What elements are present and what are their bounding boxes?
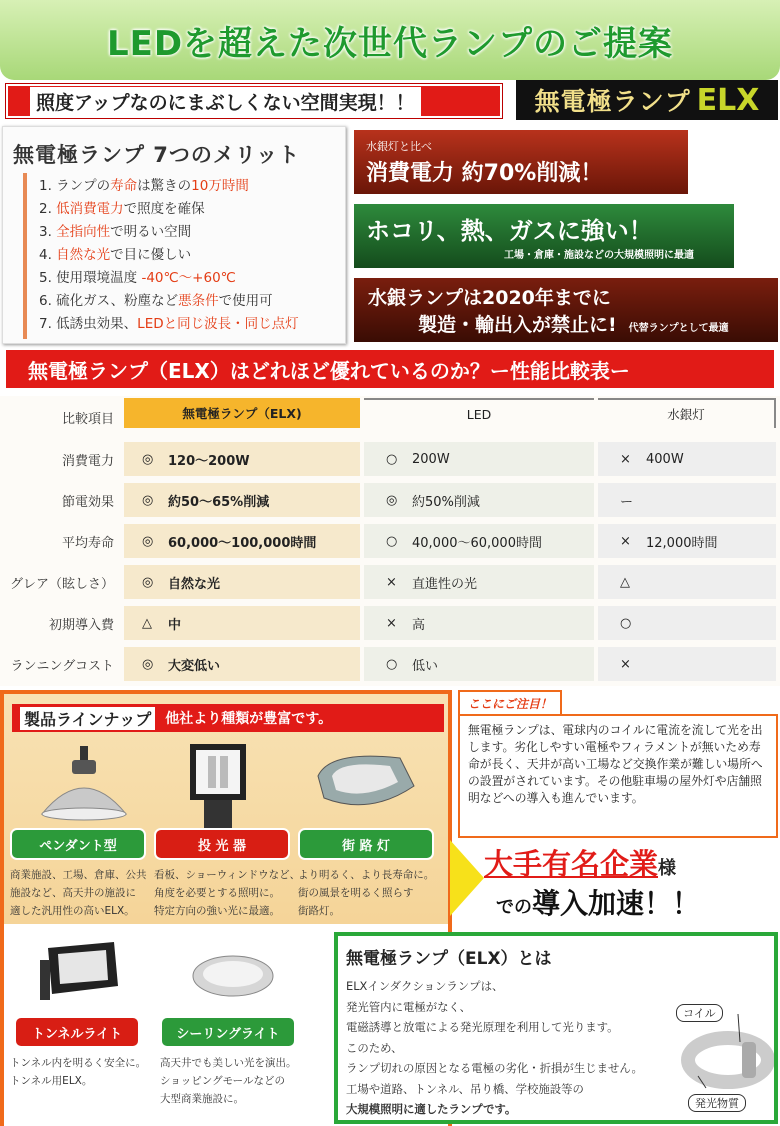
mercury-ban-line2: 製造・輸出入が禁止に! 代替ランプとして最適 — [418, 314, 729, 336]
label-coil: コイル — [676, 1004, 723, 1022]
table-cell: × — [598, 647, 776, 681]
table-cell: × 高 — [364, 606, 594, 640]
promo-line2: での導入加速！！ — [496, 887, 701, 920]
table-cell: ◎ 約50～65%削減 — [124, 483, 360, 517]
merit-item: 5. 使用環境温度 -40℃～+60℃ — [39, 270, 236, 286]
power-saving-note: 水銀灯と比べ — [366, 139, 432, 153]
table-cell: ○ 低い — [364, 647, 594, 681]
floodlight-icon — [184, 740, 254, 832]
table-cell: ◎ 60,000～100,000時間 — [124, 524, 360, 558]
ceiling-light-icon — [188, 946, 278, 1006]
yellow-arrow-icon — [450, 840, 484, 916]
table-cell: ○ 200W — [364, 442, 594, 476]
lineup-subtitle: 他社より種類が豊富です。 — [165, 711, 333, 727]
elx-text: ELXインダクションランプは、 発光管内に電極がなく、 電磁誘導と放電による発光原理を利用して光ります。 このため、 ランプ切れの原因となる電極の劣化・折損が生じません。 工場や道路、トンネル、吊り橋、学校施設等の 大規模照明に適したランプです。 — [346, 979, 643, 1116]
table-corner: 比較項目 — [61, 411, 114, 427]
elx-logo — [516, 80, 778, 120]
lineup-title-bar — [12, 704, 444, 732]
table-row-label: ランニングコスト — [10, 658, 114, 674]
product-desc-streetlight: より明るく、より長寿命に。 街の風景を明るく照らす 街路灯。 — [298, 869, 435, 917]
table-row-label: 節電効果 — [61, 494, 114, 510]
elx-title: 無電極ランプ（ELX）とは — [346, 949, 552, 969]
table-row-label: 平均寿命 — [61, 535, 114, 551]
page-title: LEDを超えた次世代ランプのご提案 — [106, 23, 674, 64]
table-row-label: グレア（眩しさ） — [9, 576, 114, 592]
table-cell: × 直進性の光 — [364, 565, 594, 599]
comparison-table — [0, 396, 780, 686]
column-header-elx: 無電極ランプ（ELX) — [124, 398, 360, 428]
merits-panel — [2, 126, 346, 344]
product-desc-ceiling: 高天井でも美しい光を演出。 ショッピングモールなどの 大型商業施設に。 — [160, 1057, 297, 1105]
product-desc-tunnel: トンネル内を明るく安全に。 トンネル用ELX。 — [10, 1057, 147, 1087]
column-header-mercury: 水銀灯 — [598, 398, 776, 428]
merit-item: 3. 全指向性で明るい空間 — [39, 224, 192, 240]
table-cell: △ — [598, 565, 776, 599]
merit-item: 7. 低誘虫効果、LEDと同じ波長・同じ点灯 — [39, 316, 299, 332]
attention-tag: ここにご注目！ — [458, 690, 562, 714]
product-label-streetlight: 街 路 灯 — [298, 828, 434, 860]
label-phosphor: 発光物質 — [688, 1094, 746, 1112]
tunnel-light-icon — [34, 938, 124, 1014]
merit-item: 4. 自然な光で目に優しい — [39, 247, 192, 263]
table-cell: ○ 40,000～60,000時間 — [364, 524, 594, 558]
durability-note: 工場・倉庫・施設などの大規模照明に最適 — [504, 250, 694, 261]
product-label-floodlight: 投 光 器 — [154, 828, 290, 860]
table-cell: × 12,000時間 — [598, 524, 776, 558]
table-row-label: 初期導入費 — [48, 617, 114, 633]
headline-text: 照度アップなのにまぶしくない空間実現！！ — [30, 87, 421, 116]
product-desc-floodlight: 看板、ショーウィンドウなど、 角度を必要とする照明に。 特定方向の強い光に最適。 — [154, 869, 301, 917]
lineup-title: 製品ラインナップ — [20, 707, 155, 730]
merit-item: 2. 低消費電力で照度を確保 — [39, 201, 205, 217]
table-cell: ◎ 大変低い — [124, 647, 360, 681]
power-saving-text: 消費電力 約70%削減！ — [366, 160, 603, 186]
streetlight-icon — [310, 746, 420, 822]
merits-title: 無電極ランプ 7つのメリット — [13, 143, 301, 167]
comparison-title: 無電極ランプ（ELX）はどれほど優れているのか？ー性能比較表ー — [28, 358, 630, 383]
logo-text: 無電極ランプ — [534, 87, 691, 116]
product-label-pendant: ペンダント型 — [10, 828, 146, 860]
merits-accent-bar — [23, 173, 27, 339]
merits-list — [39, 175, 299, 336]
table-cell: ◎ 120～200W — [124, 442, 360, 476]
table-cell: ー — [598, 483, 776, 517]
mercury-ban-line1: 水銀ランプは2020年までに — [368, 287, 611, 309]
table-cell: ◎ 約50%削減 — [364, 483, 594, 517]
product-label-tunnel: トンネルライト — [14, 1016, 140, 1048]
product-label-ceiling: シーリングライト — [160, 1016, 296, 1048]
promo-line1: 大手有名企業様 — [484, 847, 677, 881]
mercury-ban-box — [354, 278, 778, 342]
merit-item: 1. ランプの寿命は驚きの10万時間 — [39, 178, 249, 194]
column-header-led: LED — [364, 398, 594, 428]
table-cell: ○ — [598, 606, 776, 640]
headline-banner — [6, 84, 502, 118]
durability-box — [354, 204, 734, 268]
attention-body: 無電極ランプは、電球内のコイルに電流を流して光を出します。劣化しやすい電極やフィラメントが無いため寿命が長く、天井が高い工場など交換作業が難しい場所への設置がされています。その他駐車場の屋外灯や店舗照明などへの導入も進んでいます。 — [458, 714, 778, 838]
table-row-label: 消費電力 — [61, 453, 114, 469]
elx-explanation — [334, 932, 778, 1124]
pendant-lamp-icon — [34, 746, 134, 826]
durability-text: ホコリ、熱、ガスに強い！ — [366, 217, 653, 245]
table-cell: × 400W — [598, 442, 776, 476]
merit-item: 6. 硫化ガス、粉塵など悪条件で使用可 — [39, 293, 273, 309]
table-cell: ◎ 自然な光 — [124, 565, 360, 599]
logo-mark: ELX — [696, 82, 760, 118]
table-cell: △ 中 — [124, 606, 360, 640]
product-desc-pendant: 商業施設、工場、倉庫、公共 施設など、高天井の施設に 適した汎用性の高いELX。 — [10, 869, 147, 917]
attention-note — [458, 690, 778, 840]
power-saving-box — [354, 130, 688, 194]
page-header — [0, 0, 780, 80]
comparison-banner — [6, 350, 774, 388]
